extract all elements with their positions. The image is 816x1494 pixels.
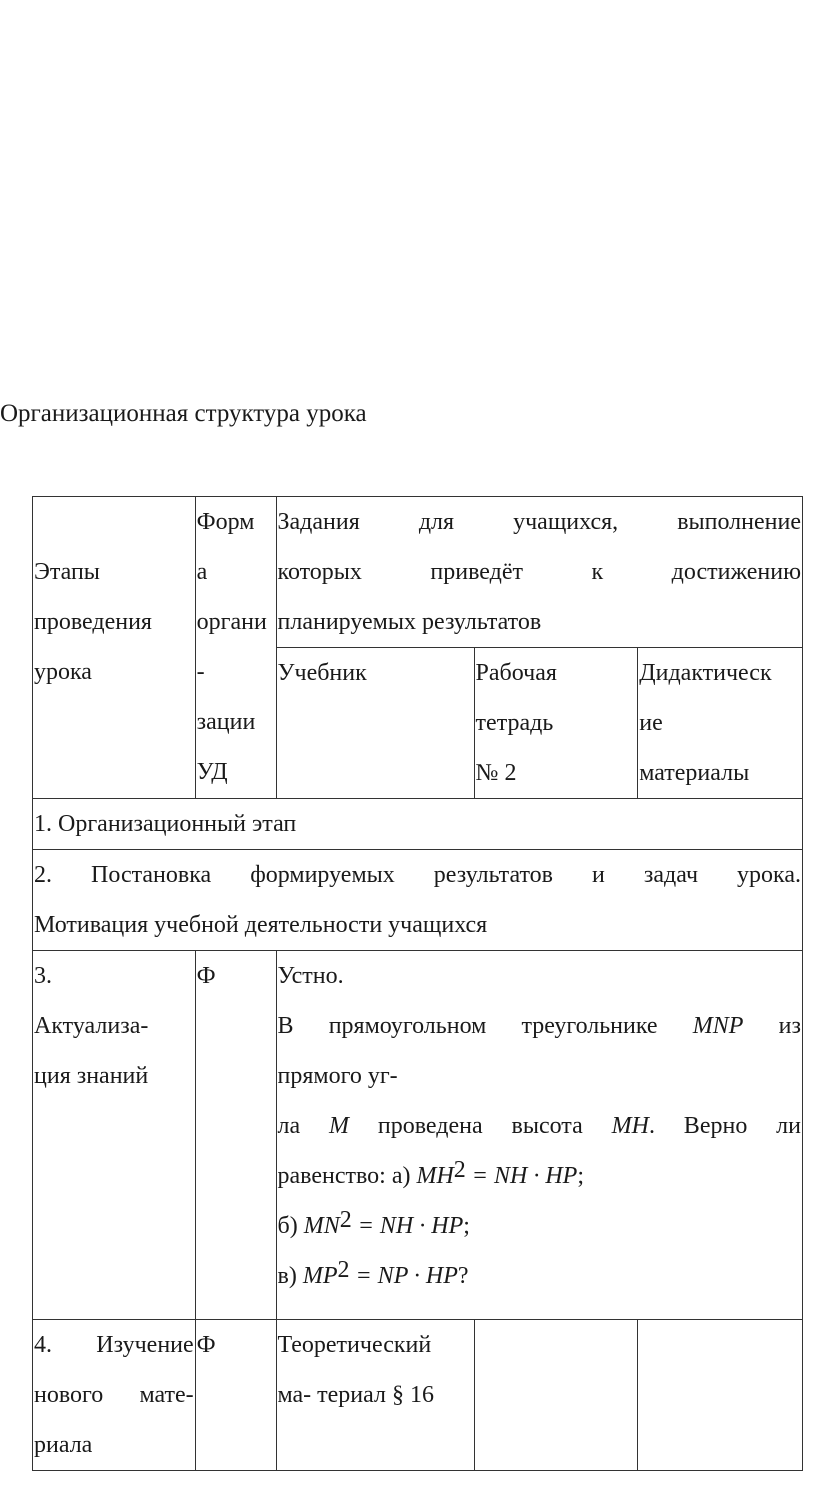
stage-new-material-cell xyxy=(33,1320,196,1471)
tasks-cell xyxy=(276,951,803,1320)
task-text: из xyxy=(778,1013,801,1039)
eq-b-lhs: MN xyxy=(303,1213,340,1239)
stage-organizational-cell xyxy=(33,799,803,850)
option-b-label: б) xyxy=(277,1213,298,1239)
stage-actualization-cell xyxy=(33,951,196,1320)
task-line xyxy=(278,1001,802,1051)
oral-label: Устно. xyxy=(277,963,344,989)
eq-c-lhs: MP xyxy=(302,1263,338,1289)
header-stages-cell xyxy=(33,497,196,799)
table-row xyxy=(33,850,803,951)
header-form-line: органи xyxy=(196,609,267,635)
stage-organizational: 1. Организационный этап xyxy=(34,811,297,837)
eq-b-rhs: = NH · HP xyxy=(357,1213,464,1239)
header-tasks-line: Задания для учащихся, выполнение xyxy=(277,509,801,535)
header-stages-line: Этапы xyxy=(34,559,100,585)
header-didactic-line: Дидактическ xyxy=(639,660,772,686)
textbook-line: Теоретический xyxy=(277,1332,432,1358)
header-stages-line: проведения xyxy=(34,609,152,635)
stage-line: нового мате- xyxy=(34,1382,194,1408)
task-text: ла xyxy=(277,1113,301,1139)
header-form-line: - xyxy=(196,659,205,685)
task-text: . Верно ли xyxy=(648,1113,802,1139)
vertex-name: M xyxy=(329,1113,350,1139)
textbook-cell xyxy=(276,1320,474,1471)
header-form-line: УД xyxy=(196,759,228,785)
form-value: Ф xyxy=(196,963,216,989)
stage-line: ция знаний xyxy=(34,1063,149,1089)
header-tasks-line: планируемых результатов xyxy=(277,609,542,635)
textbook-line: ма- териал § 16 xyxy=(277,1382,434,1408)
eq-a-lhs: MH xyxy=(416,1163,454,1189)
header-textbook-cell xyxy=(276,648,474,799)
header-didactic-line: материалы xyxy=(639,760,750,786)
task-line xyxy=(278,1101,802,1151)
exponent: 2 xyxy=(339,1207,352,1233)
equation-c xyxy=(278,1251,802,1301)
option-a-label: равенство: а) xyxy=(277,1163,411,1189)
eq-a-end: ; xyxy=(577,1163,584,1189)
height-name: MH xyxy=(611,1113,649,1139)
eq-a-rhs: = NH · HP xyxy=(471,1163,578,1189)
header-stages-line: урока xyxy=(34,659,92,685)
triangle-name: MNP xyxy=(692,1013,744,1039)
didactic-cell xyxy=(638,1320,803,1471)
header-form-line: зации xyxy=(196,709,256,735)
form-value: Ф xyxy=(196,1332,216,1358)
eq-c-rhs: = NP · HP xyxy=(355,1263,458,1289)
task-text: В прямоугольном треугольнике xyxy=(277,1013,658,1039)
stage-motivation-line: 2. Постановка формируемых результатов и задач урока. xyxy=(34,862,801,888)
exponent: 2 xyxy=(453,1157,466,1183)
table-row xyxy=(33,951,803,1320)
header-workbook-line: тетрадь xyxy=(475,710,554,736)
height-expr xyxy=(612,1113,801,1139)
stage-line: Актуализа- xyxy=(34,1013,149,1039)
header-textbook: Учебник xyxy=(277,660,367,686)
table-row xyxy=(33,1320,803,1471)
stage-line: риала xyxy=(34,1432,93,1458)
table-row xyxy=(33,799,803,850)
workbook-cell xyxy=(474,1320,638,1471)
header-form-line: а xyxy=(196,559,208,585)
stage-motivation-cell xyxy=(33,850,803,951)
equation-b xyxy=(278,1201,802,1251)
eq-c-end: ? xyxy=(457,1263,469,1289)
lesson-structure-table xyxy=(32,496,803,1471)
form-cell xyxy=(195,1320,276,1471)
eq-b-end: ; xyxy=(463,1213,470,1239)
stage-line: 4. Изучение xyxy=(34,1332,194,1358)
stage-line: 3. xyxy=(34,963,52,989)
header-row xyxy=(33,497,803,648)
header-tasks-cell xyxy=(276,497,803,648)
header-form-cell xyxy=(195,497,276,799)
header-didactic-line: ие xyxy=(639,710,663,736)
header-workbook-line: № 2 xyxy=(475,760,517,786)
stage-motivation-line: Мотивация учебной деятельности учащихся xyxy=(34,912,488,938)
document-title: Организационная структура урока xyxy=(0,400,367,427)
header-didactic-cell xyxy=(638,648,803,799)
form-cell xyxy=(195,951,276,1320)
equation-a xyxy=(278,1151,802,1201)
header-tasks-line: которых приведёт к достижению xyxy=(277,559,801,585)
option-c-label: в) xyxy=(277,1263,297,1289)
header-workbook-cell xyxy=(474,648,638,799)
header-workbook-line: Рабочая xyxy=(475,660,557,686)
task-line: прямого уг- xyxy=(277,1063,398,1089)
exponent: 2 xyxy=(337,1257,350,1283)
task-text: проведена высота xyxy=(377,1113,583,1139)
header-form-line: Форм xyxy=(196,509,255,535)
